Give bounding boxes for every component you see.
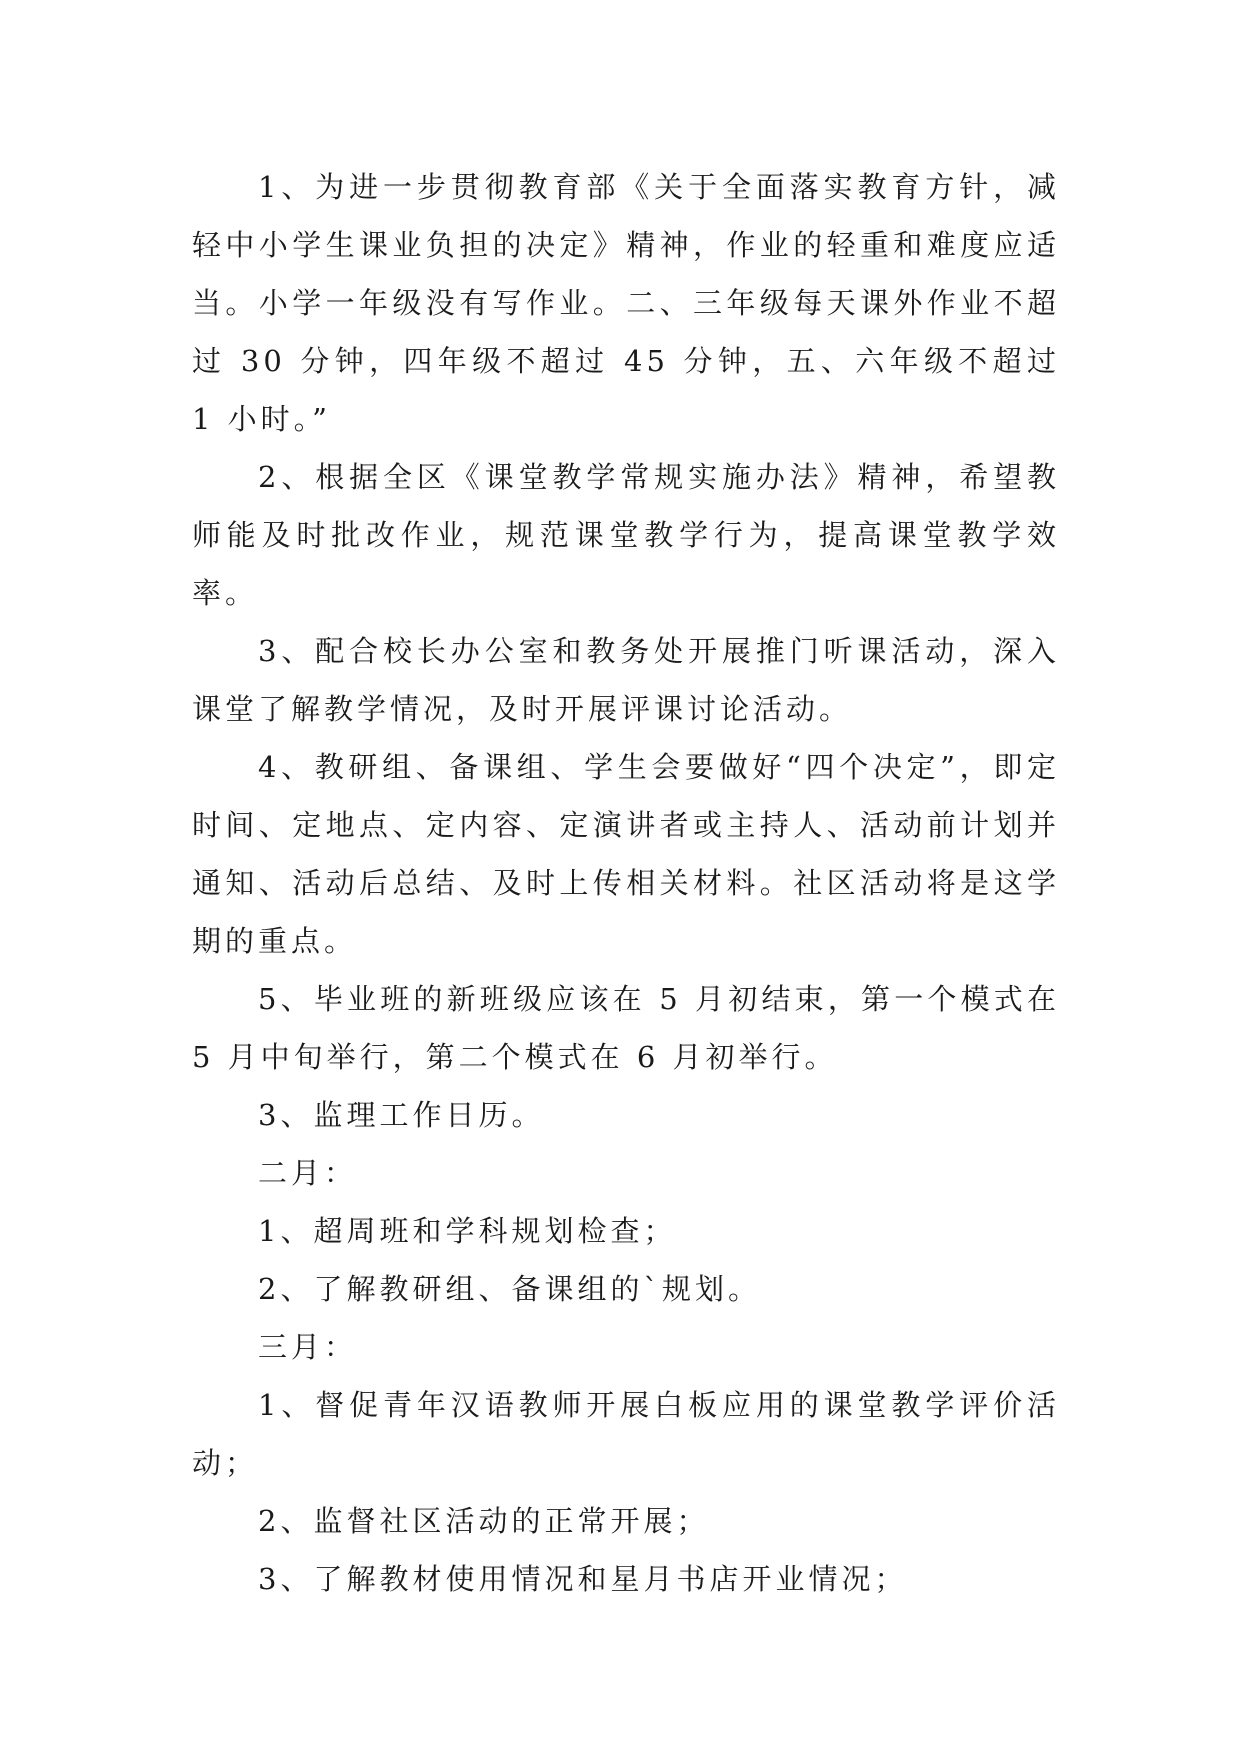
paragraph-graduating-classes: 5、毕业班的新班级应该在 5 月初结束，第一个模式在 5 月中旬举行，第二个模式在 6 月初举行。 <box>192 982 1060 1074</box>
month-heading-february: 二月： <box>258 1156 358 1190</box>
list-item: 2、了解教研组、备课组的`规划。 <box>258 1272 761 1306</box>
paragraph-research-groups: 4、教研组、备课组、学生会要做好“四个决定”，即定时间、定地点、定内容、定演讲者或主持人、活动前计划并通知、活动后总结、及时上传相关材料。社区活动将是这学期的重点。 <box>192 750 1060 958</box>
month-heading-march: 三月： <box>258 1330 358 1364</box>
list-item: 1、督促青年汉语教师开展白板应用的课堂教学评价活动； <box>192 1388 1060 1480</box>
paragraph-teaching-routine: 2、根据全区《课堂教学常规实施办法》精神，希望教师能及时批改作业，规范课堂教学行为，提高课堂教学效率。 <box>192 460 1060 610</box>
paragraph-supervision-calendar: 3、监理工作日历。 <box>258 1098 545 1132</box>
document-body <box>192 158 1060 1608</box>
list-item: 3、了解教材使用情况和星月书店开业情况； <box>258 1562 908 1596</box>
list-item: 2、监督社区活动的正常开展； <box>258 1504 710 1538</box>
paragraph-homework-policy: 1、为进一步贯彻教育部《关于全面落实教育方针，减轻中小学生课业负担的决定》精神，作业的轻重和难度应适当。小学一年级没有写作业。二、三年级每天课外作业不超过 30 分钟，四年级不超过 45 分钟，五、六年级不超过 1 小时。” <box>192 170 1060 436</box>
paragraph-class-observation: 3、配合校长办公室和教务处开展推门听课活动，深入课堂了解教学情况，及时开展评课讨论活动。 <box>192 634 1060 726</box>
list-item: 1、超周班和学科规划检查； <box>258 1214 677 1248</box>
